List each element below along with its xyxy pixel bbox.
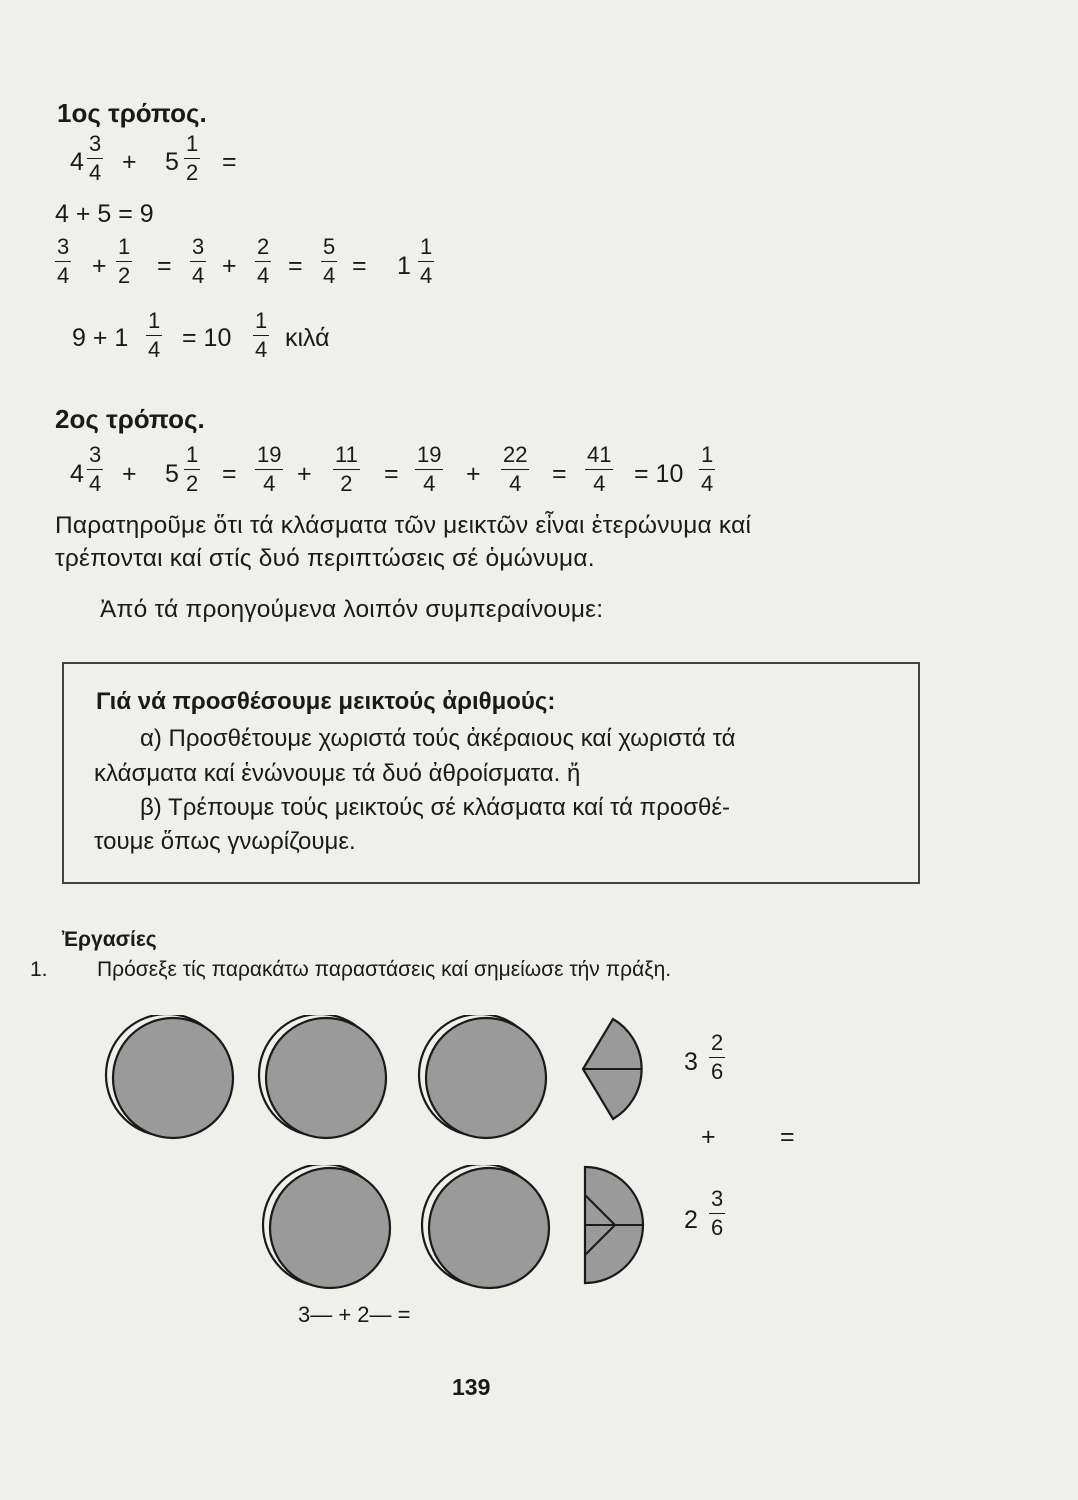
fraction: $\frac{2}{6}$	[711, 1030, 724, 1084]
fraction: $\frac{3}{4}$	[57, 234, 70, 288]
rule-title: Γιά νά προσθέσουμε μεικτούς ἀριθμούς:	[96, 688, 556, 715]
fraction: $\frac{1}{2}$	[186, 131, 199, 185]
plus-sign: +	[701, 1123, 716, 1151]
paragraph-line: Παρατηροῦμε ὅτι τά κλάσματα τῶν μεικτῶν εἶναι ἑτερώνυμα καί	[55, 512, 752, 539]
unit-label: κιλά	[285, 324, 330, 352]
whole-number: 4	[70, 148, 84, 176]
shapes-group-2	[258, 1165, 678, 1295]
fraction: $\frac{1}{4}$	[255, 308, 268, 362]
whole-number: 5	[165, 460, 179, 488]
expression-lead: 9 + 1	[72, 324, 129, 352]
partial-circle-two-sixths	[583, 1019, 642, 1119]
fraction: $\frac{3}{4}$	[89, 442, 102, 496]
plus-sign: +	[122, 148, 137, 176]
equals-sign: =	[552, 460, 567, 488]
whole-number: 1	[397, 252, 411, 280]
fraction: $\frac{3}{4}$	[89, 131, 102, 185]
equals-sign: =	[157, 252, 172, 280]
fraction: $\frac{1}{4}$	[420, 234, 433, 288]
exercise-number: 1.	[30, 958, 48, 981]
fraction: $\frac{2}{4}$	[257, 234, 270, 288]
half-circle-three-sixths	[585, 1167, 643, 1283]
equals-sign: =	[222, 460, 237, 488]
mixed-whole: 3	[684, 1048, 698, 1076]
plus-sign: +	[297, 460, 312, 488]
fraction: $\frac{41}{4}$	[587, 442, 612, 496]
method1-heading: 1ος τρόπος.	[57, 98, 207, 128]
plus-sign: +	[122, 460, 137, 488]
fraction: $\frac{3}{6}$	[711, 1186, 724, 1240]
equals-result: = 10	[182, 324, 232, 352]
fraction: $\frac{19}{4}$	[417, 442, 442, 496]
bottom-expression: 3— + 2— =	[298, 1302, 411, 1327]
equals-result: = 10	[634, 460, 684, 488]
equals-sign: =	[780, 1123, 795, 1151]
exercises-heading: Ἐργασίες	[62, 928, 157, 951]
whole-circle	[106, 1015, 233, 1138]
shapes-group-1	[95, 1015, 675, 1145]
rule-option-a-cont: κλάσματα καί ἑνώνουμε τά δυό ἀθροίσματα. ἤ	[94, 760, 581, 787]
whole-circle	[259, 1015, 386, 1138]
whole-number: 4	[70, 460, 84, 488]
equals-sign: =	[352, 252, 367, 280]
rule-option-b: β) Τρέπουμε τούς μεικτούς σέ κλάσματα καί τά προσθέ-	[140, 794, 731, 821]
whole-circle	[263, 1165, 390, 1288]
fraction: $\frac{22}{4}$	[503, 442, 528, 496]
equals-sign: =	[288, 252, 303, 280]
fraction: $\frac{5}{4}$	[323, 234, 336, 288]
fraction: $\frac{1}{4}$	[148, 308, 161, 362]
fraction: $\frac{1}{2}$	[186, 442, 199, 496]
fraction: $\frac{3}{4}$	[192, 234, 205, 288]
fraction: $\frac{11}{2}$	[335, 442, 358, 496]
equals-sign: =	[384, 460, 399, 488]
fraction: $\frac{1}{4}$	[701, 442, 714, 496]
plus-sign: +	[92, 252, 107, 280]
equals-sign: =	[222, 148, 237, 176]
plus-sign: +	[466, 460, 481, 488]
plus-sign: +	[222, 252, 237, 280]
rule-option-b-cont: τουμε ὅπως γνωρίζουμε.	[94, 828, 356, 855]
method1-row2: 4 + 5 = 9	[55, 200, 154, 228]
whole-circle	[419, 1015, 546, 1138]
page-number: 139	[452, 1374, 491, 1400]
exercise-instruction: Πρόσεξε τίς παρακάτω παραστάσεις καί σημείωσε τήν πράξη.	[97, 958, 672, 981]
rule-box	[62, 662, 920, 884]
method2-heading: 2ος τρόπος.	[55, 404, 205, 434]
rule-option-a: α) Προσθέτουμε χωριστά τούς ἀκέραιους καί χωριστά τά	[140, 725, 736, 752]
paragraph-conclusion: Ἀπό τά προηγούμενα λοιπόν συμπεραίνουμε:	[100, 596, 604, 623]
whole-circle	[422, 1165, 549, 1288]
mixed-whole: 2	[684, 1206, 698, 1234]
paragraph-line: τρέπονται καί στίς δυό περιπτώσεις σέ ὁμώνυμα.	[55, 545, 595, 572]
whole-number: 5	[165, 148, 179, 176]
fraction: $\frac{19}{4}$	[257, 442, 282, 496]
fraction: $\frac{1}{2}$	[118, 234, 131, 288]
